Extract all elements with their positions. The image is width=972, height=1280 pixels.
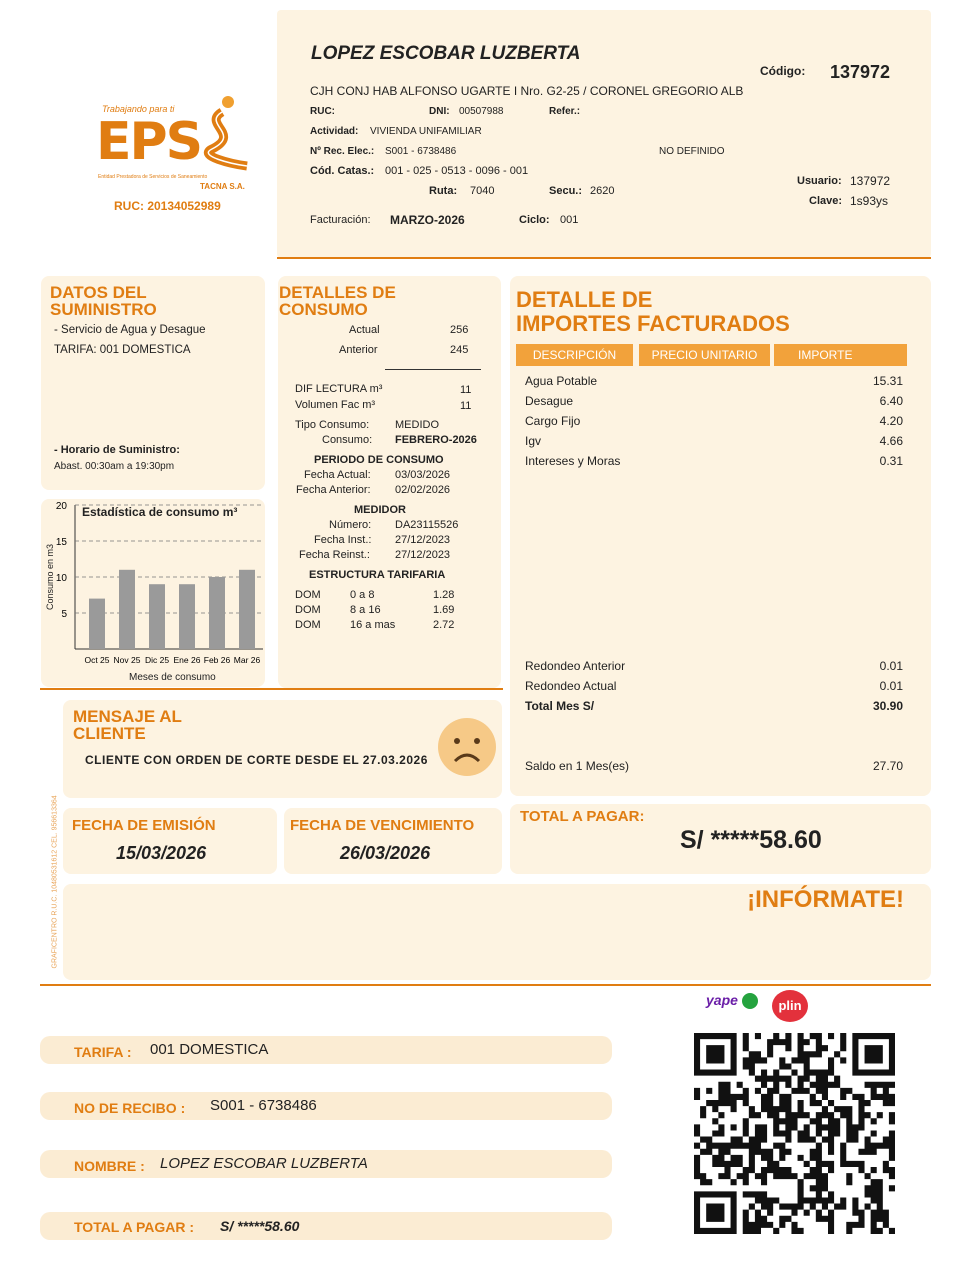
chart-x-tick-label: Nov 25	[113, 655, 141, 665]
meter-reinstall-label: Fecha Reinst.:	[299, 549, 370, 561]
amounts-title-line1: DETALLE DE	[516, 287, 653, 312]
codigo-value: 137972	[830, 62, 891, 82]
reading-actual-value: 256	[450, 324, 469, 336]
chart-x-tick-label: Mar 26	[233, 655, 261, 665]
dni-value: 00507988	[459, 106, 504, 117]
tariff-range: 0 a 8	[350, 589, 375, 601]
stub-total-label: TOTAL A PAGAR :	[74, 1219, 195, 1235]
rec-elec-value: S001 - 6738486	[385, 146, 457, 157]
dni-label: DNI:	[429, 106, 450, 117]
secu-value: 2620	[590, 185, 615, 197]
ruta-value: 7040	[470, 185, 495, 197]
plin-logo	[772, 990, 808, 1022]
chart-xlabel: Meses de consumo	[129, 672, 216, 683]
month-total-label: Total Mes S/	[525, 699, 595, 713]
supply-title-line1: DATOS DEL	[50, 283, 147, 302]
chart-x-tick-label: Feb 26	[203, 655, 231, 665]
volume-value: 11	[460, 400, 472, 412]
ciclo-value: 001	[560, 214, 579, 226]
consumption-title-line1: DETALLES DE	[279, 283, 396, 302]
codigo-label: Código:	[760, 64, 806, 78]
qr-modules	[694, 1033, 895, 1234]
facturacion-label: Facturación:	[310, 214, 371, 226]
dif-value: 11	[460, 384, 472, 396]
message-title-line1: MENSAJE AL	[73, 707, 182, 726]
company-logo	[92, 94, 262, 219]
meter-number-label: Número:	[329, 519, 372, 531]
amount-value: 6.40	[879, 394, 903, 408]
amount-description: Desague	[525, 394, 574, 408]
col-amount-header: IMPORTE	[774, 344, 907, 366]
printer-side-text: GRAFICENTRO R.U.C. 10480531612 CEL. 956613364	[51, 795, 59, 969]
tariff-range: 8 a 16	[350, 604, 381, 616]
info-title: ¡INFÓRMATE!	[747, 886, 904, 913]
schedule-value: Abast. 00:30am a 19:30pm	[54, 461, 175, 472]
amount-value: 15.31	[872, 374, 903, 388]
stub-receipt-label: NO DE RECIBO :	[74, 1100, 186, 1116]
chart-bar	[239, 570, 255, 649]
tariff-price: 1.28	[433, 589, 455, 601]
period-current-value: 03/03/2026	[395, 469, 451, 481]
actividad-label: Actividad:	[310, 126, 359, 137]
volume-label: Volumen Fac m³	[295, 399, 376, 411]
logo-road-icon	[192, 94, 252, 174]
rec-elec-label: Nº Rec. Elec.:	[310, 146, 375, 157]
stub-tariff-row	[40, 1036, 612, 1064]
consumption-month-value: FEBRERO-2026	[395, 434, 477, 446]
stub-tariff-value: 001 DOMESTICA	[150, 1041, 269, 1058]
chart-bar	[209, 577, 225, 649]
chart-y-tick-label: 20	[55, 501, 67, 512]
meter-reinstall-value: 27/12/2023	[395, 549, 451, 561]
yape-text: yape	[706, 992, 738, 1008]
yape-badge-icon	[742, 993, 758, 1009]
company-ruc: RUC: 20134052989	[114, 199, 221, 213]
rounding-current-label: Redondeo Actual	[525, 679, 617, 693]
consumption-month-label: Consumo:	[322, 434, 373, 446]
reading-underline	[385, 369, 481, 370]
sad-face-icon	[436, 716, 498, 778]
reading-actual-label: Actual	[349, 324, 380, 336]
company-city: TACNA S.A.	[200, 182, 245, 191]
chart-bar	[149, 584, 165, 649]
chart-x-tick-label: Dic 25	[144, 655, 170, 665]
usuario-value: 137972	[850, 174, 891, 188]
actividad-value: VIVIENDA UNIFAMILIAR	[370, 126, 482, 137]
company-subtitle: Entidad Prestadora de Servicios de Saneamiento	[98, 174, 208, 180]
reading-previous-value: 245	[450, 344, 469, 356]
clave-label: Clave:	[809, 195, 843, 207]
chart-title: Estadística de consumo m³	[82, 505, 238, 519]
amount-description: Intereses y Moras	[525, 454, 621, 468]
meter-title: MEDIDOR	[354, 504, 406, 516]
month-total-value: 30.90	[872, 699, 903, 713]
stub-name-value: LOPEZ ESCOBAR LUZBERTA	[160, 1155, 368, 1172]
header-divider	[277, 257, 931, 259]
tariff-type: DOM	[295, 589, 321, 601]
amount-value: 0.31	[879, 454, 903, 468]
consumption-chart	[41, 499, 265, 687]
facturacion-value: MARZO-2026	[390, 213, 465, 227]
stub-total-value: S/ *****58.60	[220, 1218, 300, 1234]
chart-ylabel: Consumo en m3	[45, 543, 55, 611]
catas-label: Cód. Catas.:	[310, 165, 375, 177]
amount-value: 4.66	[879, 434, 903, 448]
secu-label: Secu.:	[549, 185, 583, 197]
period-previous-label: Fecha Anterior:	[296, 484, 371, 496]
balance-label: Saldo en 1 Mes(es)	[525, 759, 630, 773]
chart-bar	[179, 584, 195, 649]
message-title-line2: CLIENTE	[73, 724, 146, 743]
chart-y-tick-label: 10	[55, 573, 67, 584]
customer-name: LOPEZ ESCOBAR LUZBERTA	[311, 43, 581, 64]
stub-receipt-row	[40, 1092, 612, 1120]
tariff-price: 2.72	[433, 619, 455, 631]
stub-tariff-label: TARIFA :	[74, 1044, 132, 1060]
amount-description: Igv	[525, 434, 542, 448]
mid-divider	[40, 688, 503, 690]
due-date-label: FECHA DE VENCIMIENTO	[290, 817, 475, 834]
chart-bar	[89, 599, 105, 649]
meter-install-value: 27/12/2023	[395, 534, 451, 546]
company-slogan: Trabajando para ti	[102, 104, 175, 114]
amount-value: 4.20	[879, 414, 903, 428]
tariff-line: TARIFA: 001 DOMESTICA	[54, 344, 191, 356]
stub-total-row	[40, 1212, 612, 1240]
rounding-current-value: 0.01	[879, 679, 903, 693]
schedule-label: - Horario de Suministro:	[54, 444, 180, 456]
meter-number-value: DA23115526	[395, 519, 459, 531]
reading-previous-label: Anterior	[339, 344, 378, 356]
stub-name-label: NOMBRE :	[74, 1158, 145, 1174]
tariff-price: 1.69	[433, 604, 455, 616]
period-previous-value: 02/02/2026	[395, 484, 451, 496]
meter-install-label: Fecha Inst.:	[314, 534, 372, 546]
amounts-title-line2: IMPORTES FACTURADOS	[516, 311, 790, 336]
rounding-previous-label: Redondeo Anterior	[525, 659, 626, 673]
chart-y-tick-label: 15	[55, 537, 67, 548]
rounding-previous-value: 0.01	[879, 659, 903, 673]
balance-value: 27.70	[872, 759, 903, 773]
col-unit-price-header: PRECIO UNITARIO	[639, 344, 770, 366]
ciclo-label: Ciclo:	[519, 214, 550, 226]
amount-description: Cargo Fijo	[525, 414, 581, 428]
issue-date-label: FECHA DE EMISIÓN	[72, 817, 216, 834]
total-value: S/ *****58.60	[680, 826, 822, 854]
total-label: TOTAL A PAGAR:	[520, 808, 645, 825]
bottom-divider	[40, 984, 931, 986]
catas-value: 001 - 025 - 0513 - 0096 - 001	[385, 165, 529, 177]
tariff-range: 16 a mas	[350, 619, 396, 631]
chart-x-tick-label: Oct 25	[84, 655, 110, 665]
chart-bar	[119, 570, 135, 649]
period-title: PERIODO DE CONSUMO	[314, 454, 444, 466]
tariff-structure-title: ESTRUCTURA TARIFARIA	[309, 569, 446, 581]
usuario-label: Usuario:	[797, 175, 842, 187]
ruc-label: RUC:	[310, 106, 335, 117]
period-current-label: Fecha Actual:	[304, 469, 371, 481]
message-text: CLIENTE CON ORDEN DE CORTE DESDE EL 27.03.2026	[85, 753, 428, 767]
payment-qr-code	[694, 1033, 895, 1234]
amount-description: Agua Potable	[525, 374, 598, 388]
service-type: - Servicio de Agua y Desague	[54, 324, 206, 336]
plin-text: plin	[778, 998, 802, 1013]
chart-y-tick-label: 5	[61, 609, 67, 620]
dif-label: DIF LECTURA m³	[295, 383, 383, 395]
yape-logo	[706, 992, 764, 1014]
logo-letters: EPS	[96, 112, 202, 172]
issue-date-value: 15/03/2026	[116, 843, 207, 863]
col-description-header: DESCRIPCIÓN	[516, 344, 633, 366]
ruta-label: Ruta:	[429, 185, 458, 197]
stub-receipt-value: S001 - 6738486	[210, 1097, 317, 1114]
tariff-type: DOM	[295, 604, 321, 616]
consumption-type-value: MEDIDO	[395, 419, 439, 431]
due-date-value: 26/03/2026	[340, 843, 431, 863]
tariff-type: DOM	[295, 619, 321, 631]
chart-x-tick-label: Ene 26	[173, 655, 201, 665]
refer-label: Refer.:	[549, 106, 581, 117]
clave-value: 1s93ys	[850, 194, 889, 208]
supply-title-line2: SUMINISTRO	[50, 300, 157, 319]
consumption-title-line2: CONSUMO	[279, 300, 368, 319]
no-definido: NO DEFINIDO	[659, 146, 725, 157]
stub-name-row	[40, 1150, 612, 1178]
consumption-type-label: Tipo Consumo:	[295, 419, 370, 431]
customer-address: CJH CONJ HAB ALFONSO UGARTE I Nro. G2-25 / CORONEL GREGORIO ALB	[310, 84, 744, 98]
